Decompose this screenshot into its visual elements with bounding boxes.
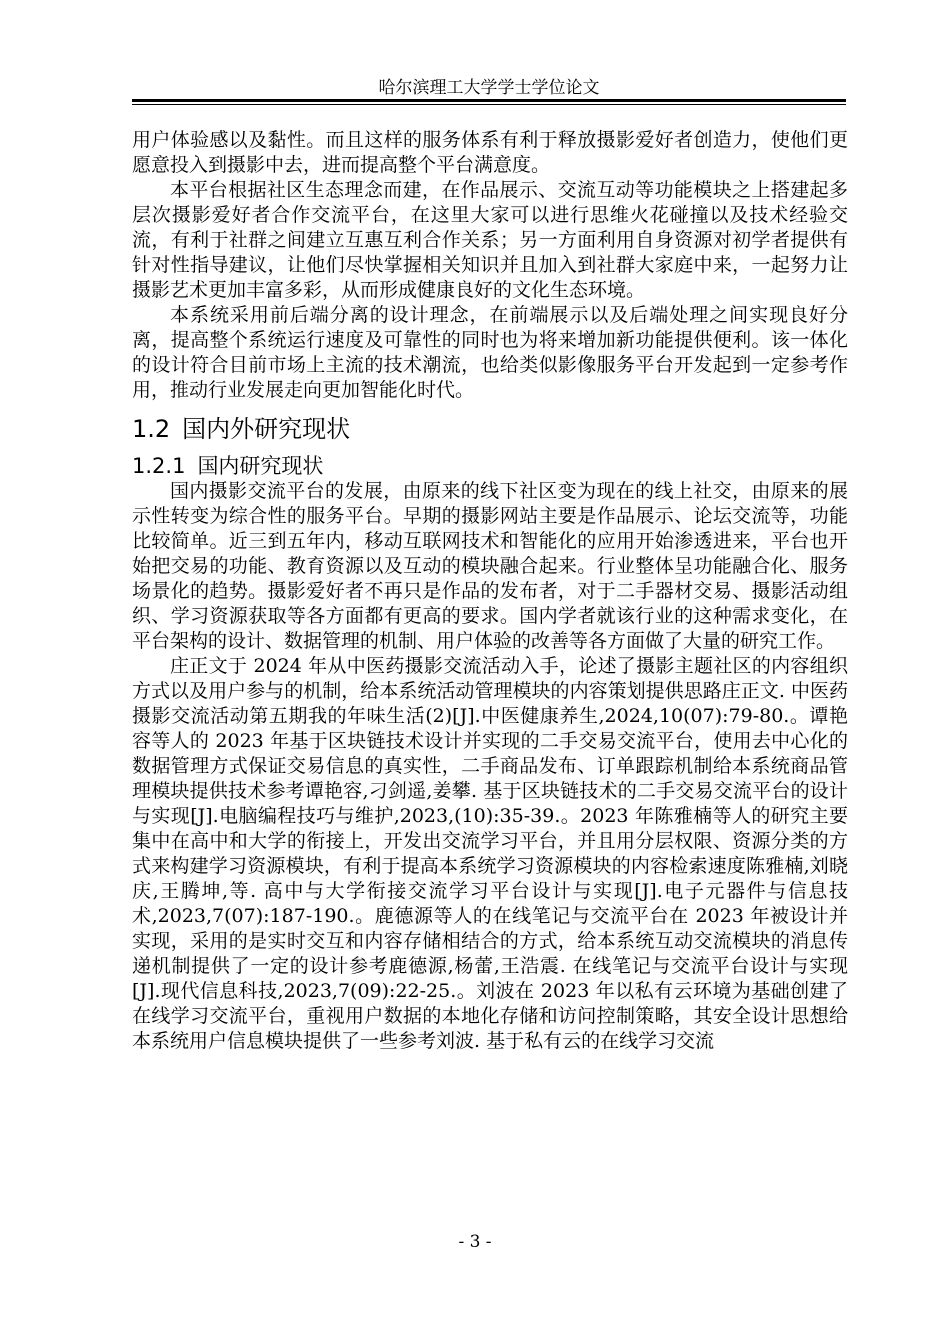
- page-body: [132, 128, 848, 1054]
- header-rule-thin: [132, 104, 846, 105]
- paragraph: 庄正文于 2024 年从中医药摄影交流活动入手，论述了摄影主题社区的内容组织方式以及用户参与的机制，给本系统活动管理模块的内容策划提供思路庄正文. 中医药摄影交流活动第五期我的年味生活(2)[J].中医健康养生,2024,10(07):79-80.。谭艳容等人的 2023 年基于区块链技术设计并实现的二手交易交流平台，使用去中心化的数据管理方式保证交易信息的真实性，二手商品发布、订单跟踪机制给本系统商品管理模块提供技术参考谭艳容,刁剑遥,姜攀. 基于区块链技术的二手交易交流平台的设计与实现[J].电脑编程技巧与维护,2023,(10):35-39.。2023 年陈雅楠等人的研究主要集中在高中和大学的衔接上，开发出交流学习平台，并且用分层权限、资源分类的方式来构建学习资源模块，有利于提高本系统学习资源模块的内容检索速度陈雅楠,刘晓庆,王腾坤,等. 高中与大学衔接交流学习平台设计与实现[J].电子元器件与信息技术,2023,7(07):187-190.。鹿德源等人的在线笔记与交流平台在 2023 年被设计并实现，采用的是实时交互和内容存储相结合的方式，给本系统互动交流模块的消息传递机制提供了一定的设计参考鹿德源,杨蕾,王浩震. 在线笔记与交流平台设计与实现[J].现代信息科技,2023,7(09):22-25.。刘波在 2023 年以私有云环境为基础创建了在线学习交流平台，重视用户数据的本地化存储和访问控制策略，其安全设计思想给本系统用户信息模块提供了一些参考刘波. 基于私有云的在线学习交流: [132, 655, 848, 1052]
- subsection-title: 国内研究现状: [197, 454, 324, 478]
- paragraph-continued: 用户体验感以及黏性。而且这样的服务体系有利于释放摄影爱好者创造力，使他们更愿意投入到摄影中去，进而提高整个平台满意度。: [132, 129, 848, 176]
- section-number: 1.2: [132, 415, 171, 443]
- running-header: 哈尔滨理工大学学士学位论文: [378, 78, 600, 98]
- paragraph: 本系统采用前后端分离的设计理念，在前端展示以及后端处理之间实现良好分离，提高整个系统运行速度及可靠性的同时也为将来增加新功能提供便利。该一体化的设计符合目前市场上主流的技术潮流，也给类似影像服务平台开发起到一定参考作用，推动行业发展走向更加智能化时代。: [132, 304, 848, 401]
- subsection-heading: [132, 453, 848, 479]
- paragraph: 国内摄影交流平台的发展，由原来的线下社区变为现在的线上社交，由原来的展示性转变为综合性的服务平台。早期的摄影网站主要是作品展示、论坛交流等，功能比较简单。近三到五年内，移动互联网技术和智能化的应用开始渗透进来，平台也开始把交易的功能、教育资源以及互动的模块融合起来。行业整体呈功能融合化、服务场景化的趋势。摄影爱好者不再只是作品的发布者，对于二手器材交易、摄影活动组织、学习资源获取等各方面都有更高的要求。国内学者就该行业的这种需求变化，在平台架构的设计、数据管理的机制、用户体验的改善等各方面做了大量的研究工作。: [132, 480, 848, 652]
- paragraph: 本平台根据社区生态理念而建，在作品展示、交流互动等功能模块之上搭建起多层次摄影爱好者合作交流平台，在这里大家可以进行思维火花碰撞以及技术经验交流，有利于社群之间建立互惠互利合作关系；另一方面利用自身资源对初学者提供有针对性指导建议，让他们尽快掌握相关知识并且加入到社群大家庭中来，一起努力让摄影艺术更加丰富多彩，从而形成健康良好的文化生态环境。: [132, 179, 848, 301]
- page-number: - 3 -: [458, 1232, 492, 1252]
- section-title: 国内外研究现状: [182, 415, 351, 443]
- subsection-number: 1.2.1: [132, 454, 186, 478]
- header-rule-thick: [132, 99, 846, 102]
- section-heading: [132, 414, 848, 444]
